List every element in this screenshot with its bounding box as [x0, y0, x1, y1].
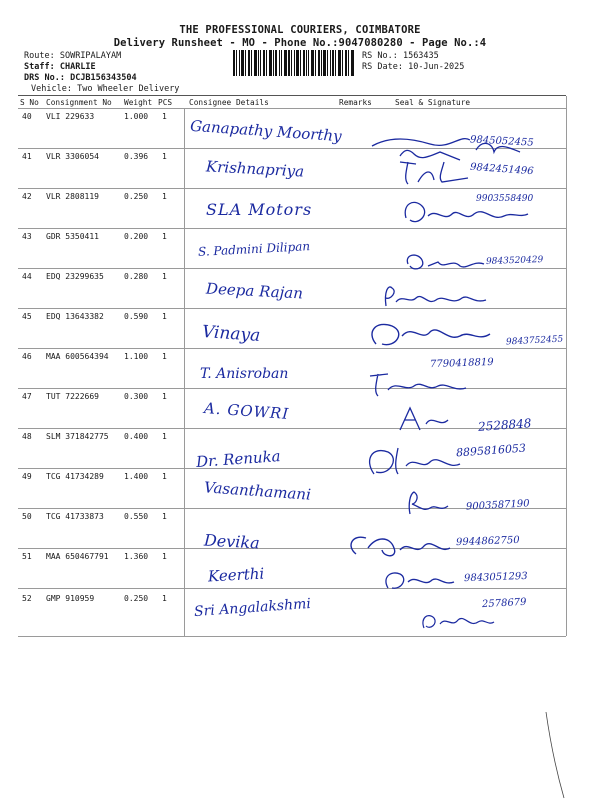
row-sno: 46: [22, 352, 32, 361]
route-line: [24, 51, 121, 61]
signature-scribble: [366, 370, 486, 398]
col-header-pcs: PCS: [158, 98, 173, 107]
row-pcs: 1: [162, 352, 167, 361]
row-rule: [18, 588, 566, 589]
row-pcs: 1: [162, 392, 167, 401]
handwritten-consignee-name: T. Anisroban: [200, 366, 289, 382]
row-weight: 0.250: [124, 192, 149, 201]
row-consignment: GMP 910959: [46, 594, 95, 603]
company-title: THE PROFESSIONAL COURIERS, COIMBATORE: [179, 24, 421, 36]
row-consignment: SLM 371842775: [46, 432, 109, 441]
signature-scribble: [344, 530, 454, 560]
handwritten-consignee-name: A. GOWRI: [203, 399, 290, 423]
drs-value: DCJB156343504: [70, 73, 137, 83]
route-value: SOWRIPALAYAM: [59, 51, 122, 61]
handwritten-phone: 7790418819: [429, 356, 494, 371]
row-sno: 48: [22, 432, 32, 441]
table-right-edge: [566, 96, 567, 636]
handwritten-consignee-name: Dr. Renuka: [195, 447, 282, 471]
row-sno: 40: [22, 112, 32, 121]
col-header-seal: Seal & Signature: [395, 98, 471, 107]
rs-no-value: 1563435: [402, 51, 439, 61]
signature-scribble: [382, 568, 462, 592]
row-sno: 41: [22, 152, 32, 161]
handwritten-consignee-name: Devika: [203, 530, 261, 553]
row-pcs: 1: [162, 432, 167, 441]
handwritten-phone: 2528848: [477, 416, 532, 434]
row-consignment: TCG 41733873: [46, 512, 104, 521]
row-consignment: MAA 650467791: [46, 552, 109, 561]
row-weight: 0.590: [124, 312, 149, 321]
row-pcs: 1: [162, 112, 167, 121]
row-sno: 52: [22, 594, 32, 603]
handwritten-consignee-name: Keerthi: [207, 564, 265, 586]
handwritten-phone: 9843752455: [505, 334, 564, 348]
rs-no-line: [362, 51, 439, 61]
row-sno: 49: [22, 472, 32, 481]
row-consignment: MAA 600564394: [46, 352, 109, 361]
row-weight: 0.280: [124, 272, 149, 281]
row-pcs: 1: [162, 152, 167, 161]
handwritten-consignee-name: SLA Motors: [206, 200, 313, 219]
row-sno: 51: [22, 552, 32, 561]
row-weight: 0.250: [124, 594, 149, 603]
row-consignment: GDR 5350411: [46, 232, 99, 241]
col-header-weight: Weight: [124, 98, 153, 107]
row-pcs: 1: [162, 312, 167, 321]
handwritten-consignee-name: Vasanthamani: [203, 478, 312, 504]
signature-scribble: [418, 608, 498, 634]
row-weight: 0.400: [124, 432, 149, 441]
row-pcs: 1: [162, 272, 167, 281]
rs-date-value: 10-Jun-2025: [408, 62, 465, 72]
row-pcs: 1: [162, 192, 167, 201]
drs-label: DRS No.:: [24, 73, 65, 83]
handwritten-phone: 9003587190: [465, 498, 530, 513]
row-sno: 45: [22, 312, 32, 321]
handwritten-consignee-name: Sri Angalakshmi: [193, 595, 312, 621]
row-sno: 43: [22, 232, 32, 241]
handwritten-consignee-name: Krishnapriya: [205, 157, 305, 181]
handwritten-phone: 9944862750: [455, 534, 520, 549]
handwritten-phone: 2578679: [481, 596, 527, 611]
row-weight: 1.100: [124, 352, 149, 361]
handwritten-consignee-name: Vinaya: [201, 321, 261, 347]
handwritten-consignee-name: Deepa Rajan: [205, 279, 304, 303]
row-sno: 47: [22, 392, 32, 401]
handwritten-phone: 9845052455: [469, 134, 534, 149]
row-consignment: EDQ 13643382: [46, 312, 104, 321]
handwritten-phone: 8895816053: [455, 441, 527, 460]
row-sno: 50: [22, 512, 32, 521]
header-bottom-rule: [18, 108, 566, 109]
row-weight: 1.360: [124, 552, 149, 561]
col-header-remarks: Remarks: [339, 98, 372, 107]
drs-line: [24, 73, 137, 83]
row-weight: 1.400: [124, 472, 149, 481]
staff-label: Staff:: [24, 62, 55, 72]
row-weight: 0.550: [124, 512, 149, 521]
handwritten-consignee-name: Ganapathy Moorthy: [189, 116, 343, 146]
row-pcs: 1: [162, 512, 167, 521]
rs-date-label: RS Date:: [362, 62, 403, 72]
vehicle-line: [31, 84, 179, 94]
handwritten-phone: 9843051293: [463, 570, 528, 585]
row-consignment: EDQ 23299635: [46, 272, 104, 281]
row-weight: 0.396: [124, 152, 149, 161]
row-weight: 0.200: [124, 232, 149, 241]
row-pcs: 1: [162, 552, 167, 561]
row-weight: 1.000: [124, 112, 149, 121]
staff-line: [24, 62, 96, 72]
table-top-rule: [18, 95, 566, 96]
row-sno: 44: [22, 272, 32, 281]
col-header-consignment: Consignment No: [46, 98, 112, 107]
handwritten-phone: 9843520429: [485, 255, 544, 267]
rs-date-line: [362, 62, 464, 72]
row-pcs: 1: [162, 472, 167, 481]
col-header-consignee: Consignee Details: [189, 98, 269, 107]
vehicle-value: Two Wheeler Delivery: [77, 84, 180, 94]
row-rule: [18, 548, 566, 549]
handwritten-phone: 9903558490: [476, 194, 534, 204]
row-pcs: 1: [162, 232, 167, 241]
row-consignment: VLR 2808119: [46, 192, 99, 201]
signature-scribble: [366, 318, 506, 352]
col-header-sno: S No: [20, 98, 39, 107]
row-pcs: 1: [162, 594, 167, 603]
route-label: Route:: [24, 51, 55, 61]
handwritten-consignee-name: S. Padmini Dilipan: [197, 239, 311, 259]
vehicle-label: Vehicle:: [31, 84, 72, 94]
runsheet-subtitle: Delivery Runsheet - MO - Phone No.:9047080280 - Page No.:4: [113, 37, 487, 49]
row-rule: [18, 468, 566, 469]
row-consignment: TUT 7222669: [46, 392, 99, 401]
row-sno: 42: [22, 192, 32, 201]
rs-no-label: RS No.:: [362, 51, 398, 61]
barcode-image: [233, 50, 354, 76]
table-bottom-rule: [18, 636, 566, 637]
row-consignment: VLI 229633: [46, 112, 95, 121]
row-consignment: TCG 41734289: [46, 472, 104, 481]
signature-scribble: [382, 282, 502, 312]
signature-scribble: [396, 404, 456, 434]
row-consignment: VLR 3306054: [46, 152, 99, 161]
staff-value: CHARLIE: [59, 62, 96, 72]
row-rule: [18, 188, 566, 189]
ink-stroke: [540, 710, 570, 800]
handwritten-phone: 9842451496: [469, 161, 534, 178]
signature-scribble: [404, 488, 464, 518]
row-weight: 0.300: [124, 392, 149, 401]
